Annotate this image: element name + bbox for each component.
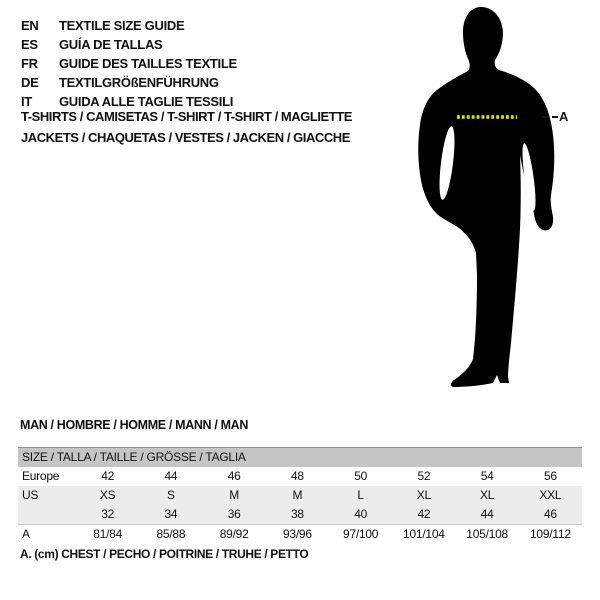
size-cell: 101/104	[403, 527, 445, 541]
row-label: US	[22, 488, 39, 502]
size-cell: 44	[164, 469, 178, 483]
size-cell: 93/96	[282, 527, 312, 541]
category-titles	[21, 106, 352, 148]
size-cell: XL	[416, 488, 431, 502]
language-title: GUIDE DES TAILLES TEXTILE	[59, 56, 237, 71]
language-row	[21, 35, 237, 54]
size-cell: 81/84	[93, 527, 123, 541]
size-cell: M	[292, 488, 303, 502]
size-cell: 56	[543, 469, 557, 483]
size-table	[18, 447, 582, 544]
language-code: DE	[21, 75, 39, 90]
size-cell: 54	[480, 469, 494, 483]
size-cell: 38	[290, 507, 304, 521]
table-row-us	[18, 486, 582, 505]
size-cell: L	[357, 488, 364, 502]
measure-label-a: A	[559, 109, 569, 124]
measure-leader-line	[542, 116, 558, 118]
size-cell: 97/100	[343, 527, 379, 541]
category-tshirts: T-SHIRTS / CAMISETAS / T-SHIRT / T-SHIRT / MAGLIETTE	[21, 109, 352, 124]
man-silhouette	[413, 5, 565, 390]
language-row	[21, 54, 237, 73]
language-title: TEXTILE SIZE GUIDE	[59, 18, 185, 33]
size-cell: M	[229, 488, 239, 502]
footnote-chest: A. (cm) CHEST / PECHO / POITRINE / TRUHE / PETTO	[20, 547, 309, 561]
language-code: ES	[21, 37, 38, 52]
size-cell: 46	[227, 469, 241, 483]
size-cell: 34	[164, 507, 178, 521]
size-cell: 52	[417, 469, 431, 483]
table-row-europe	[18, 467, 582, 486]
size-cell: 42	[417, 507, 431, 521]
size-cell: XXL	[539, 488, 562, 502]
language-code: FR	[21, 56, 38, 71]
language-row	[21, 16, 237, 35]
size-cell: 32	[101, 507, 115, 521]
language-code: EN	[21, 18, 39, 33]
language-code: IT	[21, 94, 32, 109]
size-cell: 48	[290, 469, 304, 483]
language-title: TEXTILGRÖßENFÜHRUNG	[59, 75, 219, 90]
row-label: A	[22, 527, 30, 541]
language-title: GUIDA ALLE TAGLIE TESSILI	[59, 94, 234, 109]
size-cell: S	[166, 488, 175, 502]
size-cell: 46	[543, 507, 557, 521]
size-cell: 89/92	[219, 527, 249, 541]
size-cell: 105/108	[466, 527, 508, 541]
section-title-man: MAN / HOMBRE / HOMME / MANN / MAN	[20, 418, 249, 432]
size-cell: XS	[99, 488, 116, 502]
table-row-chest-a	[18, 524, 582, 544]
size-cell: XL	[480, 488, 495, 502]
size-cell: 85/88	[156, 527, 186, 541]
language-row	[21, 73, 237, 92]
row-label	[18, 505, 76, 524]
size-cell: 109/112	[530, 527, 571, 541]
size-cell: 42	[101, 469, 115, 483]
size-cell: 50	[354, 469, 368, 483]
language-title: GUÍA DE TALLAS	[59, 37, 163, 52]
size-cell: 40	[354, 507, 368, 521]
size-table-header: SIZE / TALLA / TAILLE / GRÖSSE / TAGLIA	[18, 447, 582, 467]
category-jackets: JACKETS / CHAQUETAS / VESTES / JACKEN / GIACCHE	[21, 130, 350, 145]
language-list	[21, 16, 237, 111]
row-label: Europe	[22, 469, 60, 483]
size-cell: 36	[227, 507, 241, 521]
table-row-numeric	[18, 505, 582, 524]
size-cell: 44	[480, 507, 494, 521]
